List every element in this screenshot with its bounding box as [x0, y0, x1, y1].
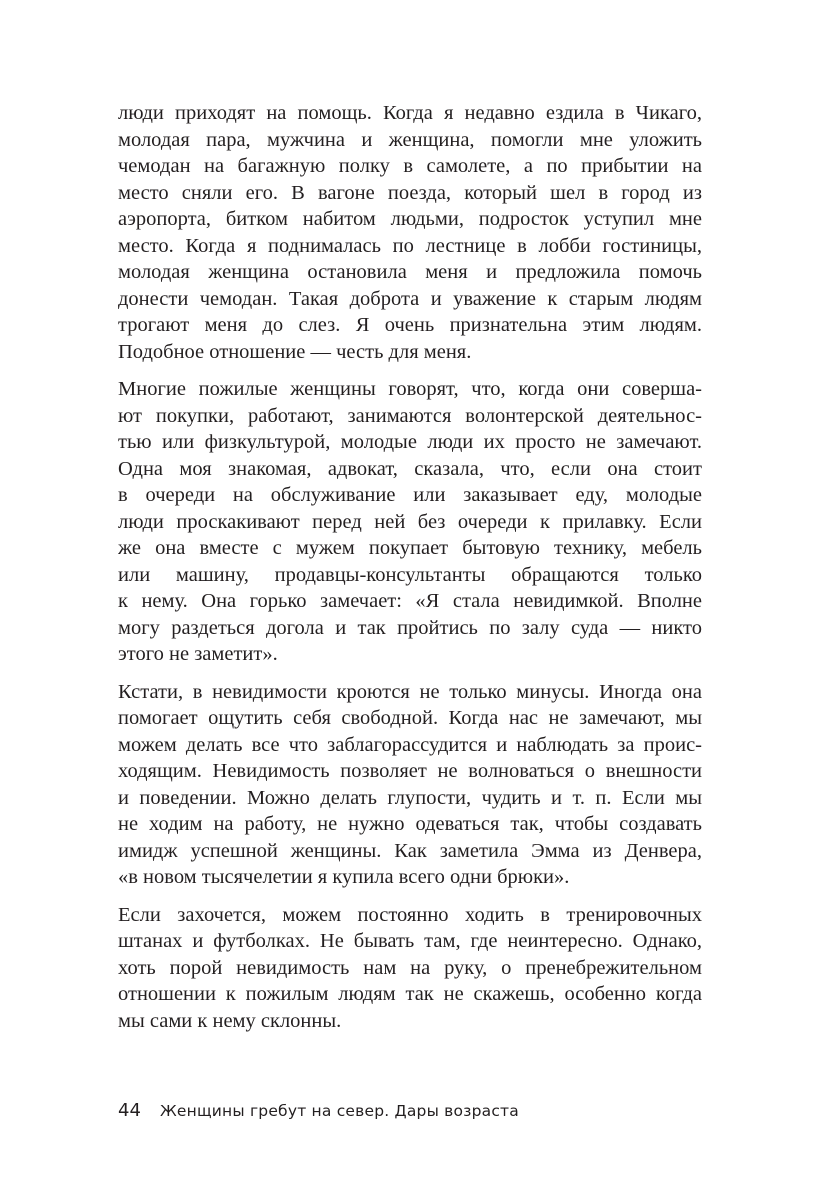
page-body	[118, 100, 702, 1045]
text-line: же она вместе с мужем покупает бытовую технику, мебель	[118, 537, 702, 559]
text-line: и поведении. Можно делать глупости, чудить и т. п. Если мы	[118, 786, 702, 809]
text-line: мы сами к нему склонны.	[118, 1009, 342, 1032]
text-line: штанах и футболках. Не бывать там, где неинтересно. Однако,	[118, 930, 702, 952]
text-line: в очереди на обслуживание или заказывает еду, молодые	[118, 484, 702, 506]
text-line: ходящим. Невидимость позволяет не волноваться о внешности	[118, 760, 702, 782]
text-line: трогают меня до слез. Я очень признательна этим людям.	[118, 314, 702, 336]
paragraph-4	[118, 902, 702, 1035]
text-line: Подобное отношение — честь для меня.	[118, 340, 472, 363]
text-line: аэропорта, битком набитом людьми, подросток уступил мне	[118, 208, 702, 230]
paragraph-2	[118, 376, 702, 668]
text-line: отношении к пожилым людям так не скажешь, особенно когда	[118, 983, 702, 1005]
text-line: не ходим на работу, не нужно одеваться так, чтобы создавать	[118, 813, 702, 835]
text-line: люди приходят на помощь. Когда я недавно ездила в Чикаго,	[118, 102, 702, 124]
text-line: этого не заметит».	[118, 643, 278, 665]
text-line: донести чемодан. Такая доброта и уважение к старым людям	[118, 287, 702, 310]
paragraph-3	[118, 679, 702, 891]
page-footer	[118, 1100, 702, 1124]
text-line: ют покупки, работают, занимаются волонтерской деятельнос-	[118, 404, 702, 427]
text-line: могу раздеться догола и так пройтись по залу суда — никто	[118, 616, 702, 639]
text-line: место. Когда я поднималась по лестнице в лобби гостиницы,	[118, 234, 702, 257]
paragraph-1	[118, 100, 702, 365]
text-line: чемодан на багажную полку в самолете, а по прибытии на	[118, 155, 702, 177]
text-line: к нему. Она горько замечает: «Я стала невидимкой. Вполне	[118, 590, 702, 612]
text-line: место сняли его. В вагоне поезда, который шел в город из	[118, 181, 702, 204]
text-line: молодая женщина остановила меня и предложила помочь	[118, 261, 702, 283]
text-line: можем делать все что заблагорассудится и наблюдать за проис-	[118, 733, 702, 756]
text-line: Кстати, в невидимости кроются не только минусы. Иногда она	[118, 680, 702, 703]
text-line: молодая пара, мужчина и женщина, помогли мне уложить	[118, 128, 702, 151]
text-line: Одна моя знакомая, адвокат, сказала, что, если она стоит	[118, 457, 702, 480]
text-line: Если захочется, можем постоянно ходить в тренировочных	[118, 903, 702, 926]
text-line: имидж успешной женщины. Как заметила Эмма из Денвера,	[118, 839, 702, 862]
text-line: Многие пожилые женщины говорят, что, когда они соверша-	[118, 378, 702, 400]
text-line: тью или физкультурой, молодые люди их просто не замечают.	[118, 431, 702, 453]
page-number: 44	[118, 1100, 141, 1121]
running-head: Женщины гребут на север. Дары возраста	[160, 1102, 519, 1120]
text-line: хоть порой невидимость нам на руку, о пренебрежительном	[118, 956, 702, 979]
text-line: люди проскакивают перед ней без очереди к прилавку. Если	[118, 510, 702, 533]
text-line: или машину, продавцы-консультанты обращаются только	[118, 563, 702, 586]
text-line: помогает ощутить себя свободной. Когда нас не замечают, мы	[118, 707, 702, 729]
text-line: «в новом тысячелетии я купила всего одни брюки».	[118, 866, 570, 888]
